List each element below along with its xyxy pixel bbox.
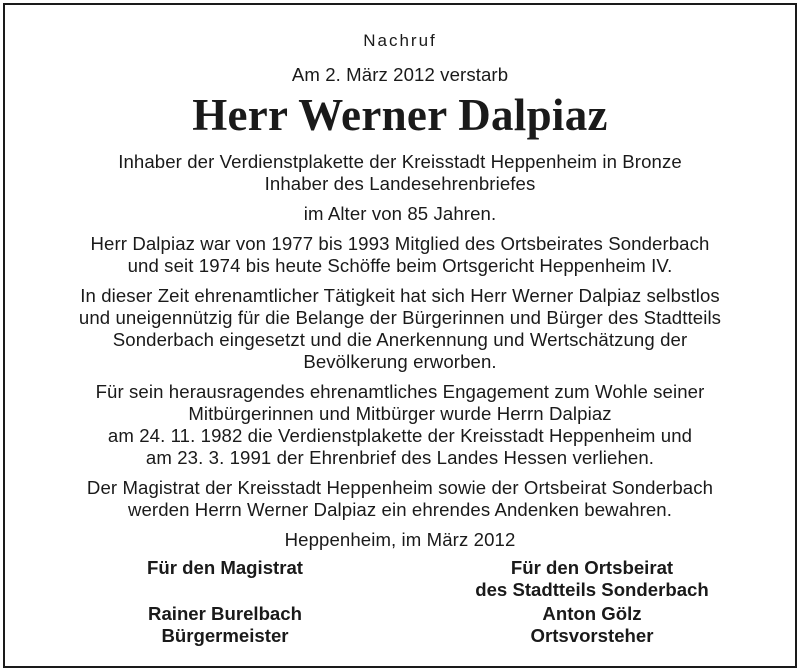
deceased-name: Herr Werner Dalpiaz — [192, 90, 608, 140]
signature-right-person: Anton Gölz — [542, 603, 642, 624]
signature-right-org-line2: des Stadtteils Sonderbach — [475, 579, 709, 600]
paragraph-line: am 23. 3. 1991 der Ehrenbrief des Landes Hessen verliehen. — [145, 447, 655, 468]
paragraph-line: In dieser Zeit ehrenamtlicher Tätigkeit hat sich Herr Werner Dalpiaz selbstlos — [80, 285, 720, 306]
honor-line: Inhaber der Verdienstplakette der Kreisstadt Heppenheim in Bronze — [118, 151, 682, 172]
paragraph-line: und seit 1974 bis heute Schöffe beim Ortsgericht Heppenheim IV. — [127, 255, 673, 276]
age-line: im Alter von 85 Jahren. — [303, 203, 497, 224]
paragraph-line: Für sein herausragendes ehrenamtliches Engagement zum Wohle seiner — [95, 381, 705, 402]
obituary-notice — [3, 3, 797, 668]
signature-right-title: Ortsvorsteher — [530, 625, 654, 646]
paragraph-line: Herr Dalpiaz war von 1977 bis 1993 Mitglied des Ortsbeirates Sonderbach — [90, 233, 710, 254]
signature-left-person: Rainer Burelbach — [148, 603, 302, 624]
honor-line: Inhaber des Landesehrenbriefes — [264, 173, 536, 194]
paragraph-line: Mitbürgerinnen und Mitbürger wurde Herrn Dalpiaz — [188, 403, 612, 424]
place-date: Heppenheim, im März 2012 — [284, 529, 516, 550]
notice-heading: Nachruf — [363, 31, 437, 50]
paragraph-line: Der Magistrat der Kreisstadt Heppenheim sowie der Ortsbeirat Sonderbach — [86, 477, 714, 498]
paragraph-line: Sonderbach eingesetzt und die Anerkennung und Wertschätzung der — [112, 329, 688, 350]
intro-line: Am 2. März 2012 verstarb — [291, 64, 509, 85]
paragraph-line: und uneigennützig für die Belange der Bürgerinnen und Bürger des Stadtteils — [78, 307, 722, 328]
signature-right-org: Für den Ortsbeirat — [510, 557, 674, 578]
signature-left-title: Bürgermeister — [161, 625, 289, 646]
signature-left-org: Für den Magistrat — [147, 557, 303, 578]
paragraph-line: werden Herrn Werner Dalpiaz ein ehrendes Andenken bewahren. — [127, 499, 673, 520]
paragraph-line: Bevölkerung erworben. — [303, 351, 497, 372]
paragraph-line: am 24. 11. 1982 die Verdienstplakette der Kreisstadt Heppenheim und — [107, 425, 693, 446]
